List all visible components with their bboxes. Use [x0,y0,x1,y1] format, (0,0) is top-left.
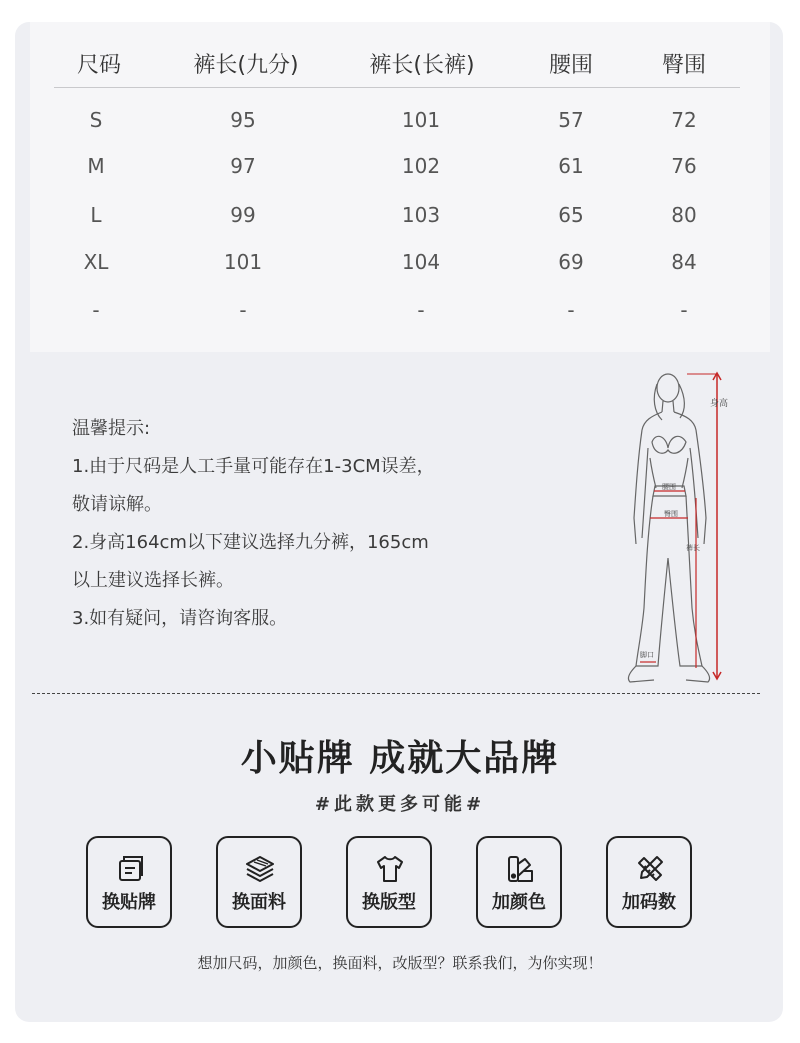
tip-1-line-1: 1.由于尺码是人工手量可能存在1-3CM误差， [72,456,435,477]
figure-outline [628,374,709,682]
cell-waist: 65 [558,203,584,227]
tips-title: 温馨提示: [72,418,151,439]
tshirt-icon [375,854,405,884]
tip-3: 3.如有疑问，请咨询客服。 [72,608,288,629]
header-length-cropped: 裤长(九分) [193,53,299,78]
size-table [30,22,770,352]
fabric-layers-icon [245,854,275,884]
header-divider [54,87,740,88]
service-label: 加码数 [622,892,676,913]
tip-1-line-2: 敬请谅解。 [72,494,162,515]
service-label: 加颜色 [492,892,546,913]
cell-waist: 57 [558,108,584,132]
cell-hip: 84 [671,250,697,274]
service-add-sizes[interactable] [606,836,692,928]
service-change-cut[interactable] [346,836,432,928]
cell-length-cropped: 97 [230,154,256,178]
cell-size: L [90,203,102,227]
cell-waist: 69 [558,250,584,274]
ruler-pencil-icon [635,854,665,884]
cell-size: - [92,298,100,322]
cell-length-cropped: 99 [230,203,256,227]
cell-size: M [87,154,105,178]
promo-footer: 想加尺码，加颜色，换面料，改版型？联系我们，为你实现！ [197,954,603,972]
size-table-header [30,22,770,88]
service-add-color[interactable] [476,836,562,928]
cell-waist: - [567,298,575,322]
header-waist: 腰围 [548,53,594,78]
table-row [30,203,770,233]
service-change-label[interactable] [86,836,172,928]
measurement-figure [600,368,750,690]
cell-length-full: 102 [401,154,441,178]
label-hip: 臀围 [664,510,678,518]
table-row [30,154,770,184]
label-tag-icon [115,854,145,884]
cell-length-full: 101 [401,108,441,132]
service-change-fabric[interactable] [216,836,302,928]
table-row [30,298,770,328]
cell-hip: - [680,298,688,322]
header-hip: 臀围 [661,53,707,78]
cell-length-cropped: 95 [230,108,256,132]
section-divider [32,693,760,694]
label-hem: 脚口 [640,651,654,659]
cell-hip: 72 [671,108,697,132]
cell-length-full: 104 [401,250,441,274]
size-tips [72,410,492,638]
cell-waist: 61 [558,154,584,178]
cell-hip: 80 [671,203,697,227]
cell-hip: 76 [671,154,697,178]
label-waist: 腰围 [662,483,676,491]
cell-length-full: 103 [401,203,441,227]
service-label: 换版型 [362,892,416,913]
cell-length-cropped: - [239,298,247,322]
label-length: 裤长 [686,544,700,552]
cell-size: S [89,108,103,132]
service-label: 换贴牌 [102,892,156,913]
cell-size: XL [83,250,109,274]
service-label: 换面料 [232,892,286,913]
table-row [30,250,770,280]
header-length-full: 裤长(长裤) [369,53,475,78]
measurement-lines [640,373,721,679]
header-size: 尺码 [76,53,122,78]
color-swatch-icon [505,854,535,884]
label-height: 身高 [710,399,729,409]
cell-length-cropped: 101 [223,250,263,274]
tip-2-line-1: 2.身高164cm以下建议选择九分裤，165cm [72,532,429,553]
tip-2-line-2: 以上建议选择长裤。 [72,570,234,591]
promo-headline: 小贴牌 成就大品牌 [240,738,560,779]
table-row [30,108,770,138]
promo-subline: #此款更多可能# [314,794,486,815]
cell-length-full: - [417,298,425,322]
